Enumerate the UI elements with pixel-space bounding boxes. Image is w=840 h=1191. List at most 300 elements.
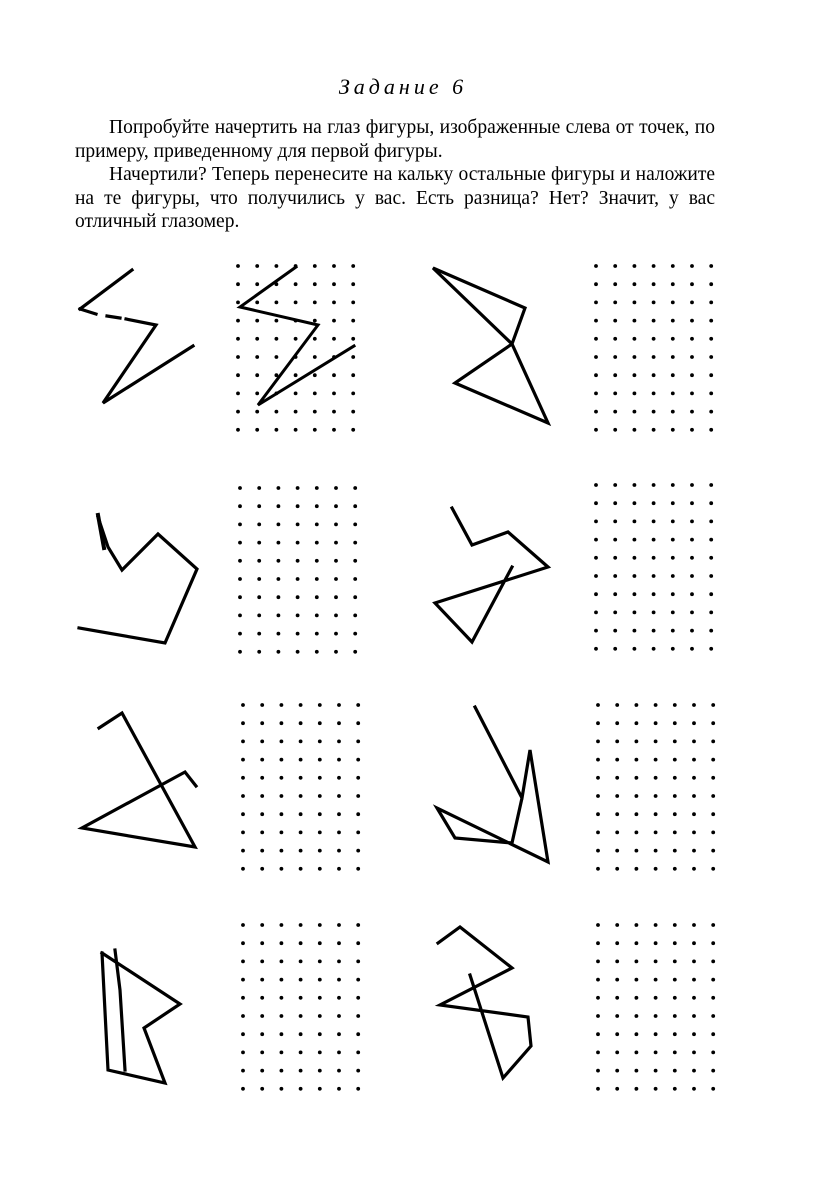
grid-dot bbox=[671, 301, 675, 305]
grid-dot bbox=[671, 574, 675, 578]
grid-dot bbox=[692, 831, 696, 835]
grid-dot bbox=[635, 812, 639, 816]
grid-dot bbox=[353, 614, 357, 618]
grid-dot bbox=[711, 758, 715, 762]
grid-dot bbox=[654, 831, 658, 835]
grid-dot bbox=[671, 647, 675, 651]
grid-dot bbox=[337, 1032, 341, 1036]
grid-dot bbox=[711, 1051, 715, 1055]
grid-dot bbox=[671, 337, 675, 341]
grid-dot bbox=[334, 486, 338, 490]
grid-dot bbox=[711, 996, 715, 1000]
grid-dot bbox=[711, 849, 715, 853]
grid-dot bbox=[673, 740, 677, 744]
grid-dot bbox=[692, 996, 696, 1000]
grid-dot bbox=[318, 703, 322, 707]
grid-dot bbox=[275, 428, 279, 432]
grid-dot bbox=[356, 1051, 360, 1055]
grid-dot bbox=[692, 941, 696, 945]
grid-dot bbox=[351, 373, 355, 377]
grid-dot bbox=[296, 504, 300, 508]
grid-dot bbox=[690, 319, 694, 323]
grid-dot bbox=[615, 1014, 619, 1018]
grid-dot bbox=[635, 721, 639, 725]
grid-dot bbox=[635, 996, 639, 1000]
grid-dot bbox=[635, 776, 639, 780]
grid-dot bbox=[351, 410, 355, 414]
grid-dot bbox=[671, 428, 675, 432]
grid-dot bbox=[318, 996, 322, 1000]
grid-dot bbox=[652, 410, 656, 414]
grid-dot bbox=[241, 831, 245, 835]
grid-dot bbox=[238, 486, 242, 490]
grid-dot bbox=[692, 1069, 696, 1073]
grid-dot bbox=[313, 319, 317, 323]
grid-dot bbox=[633, 501, 637, 505]
grid-dot bbox=[633, 647, 637, 651]
grid-dot bbox=[633, 410, 637, 414]
grid-dot bbox=[709, 301, 713, 305]
grid-dot bbox=[594, 392, 598, 396]
grid-dot bbox=[711, 923, 715, 927]
grid-dot bbox=[337, 776, 341, 780]
grid-dot bbox=[260, 960, 264, 964]
grid-dot bbox=[356, 867, 360, 871]
grid-dot bbox=[635, 923, 639, 927]
grid-dot bbox=[318, 776, 322, 780]
dot-grid bbox=[594, 264, 713, 432]
grid-dot bbox=[635, 758, 639, 762]
grid-dot bbox=[277, 541, 281, 545]
grid-dot bbox=[241, 923, 245, 927]
grid-dot bbox=[633, 483, 637, 487]
grid-dot bbox=[318, 1069, 322, 1073]
grid-dot bbox=[594, 319, 598, 323]
grid-dot bbox=[633, 337, 637, 341]
grid-dot bbox=[241, 721, 245, 725]
grid-dot bbox=[334, 595, 338, 599]
grid-dot bbox=[313, 428, 317, 432]
grid-dot bbox=[635, 867, 639, 871]
grid-dot bbox=[280, 978, 284, 982]
grid-dot bbox=[615, 978, 619, 982]
grid-dot bbox=[236, 337, 240, 341]
grid-dot bbox=[711, 703, 715, 707]
grid-dot bbox=[275, 373, 279, 377]
grid-dot bbox=[356, 849, 360, 853]
grid-dot bbox=[299, 831, 303, 835]
grid-dot bbox=[337, 849, 341, 853]
grid-dot bbox=[257, 486, 261, 490]
grid-dot bbox=[633, 629, 637, 633]
grid-dot bbox=[673, 812, 677, 816]
grid-dot bbox=[299, 978, 303, 982]
grid-dot bbox=[255, 410, 259, 414]
grid-dot bbox=[236, 428, 240, 432]
grid-dot bbox=[652, 264, 656, 268]
grid-dot bbox=[596, 923, 600, 927]
grid-dot bbox=[260, 996, 264, 1000]
grid-dot bbox=[652, 355, 656, 359]
grid-dot bbox=[654, 1087, 658, 1091]
grid-dot bbox=[255, 337, 259, 341]
grid-dot bbox=[280, 721, 284, 725]
grid-dot bbox=[690, 520, 694, 524]
grid-dot bbox=[332, 337, 336, 341]
grid-dot bbox=[334, 614, 338, 618]
example-figure-copy bbox=[240, 267, 354, 405]
grid-dot bbox=[337, 721, 341, 725]
grid-dot bbox=[692, 978, 696, 982]
grid-dot bbox=[596, 1032, 600, 1036]
grid-dot bbox=[296, 632, 300, 636]
grid-dot bbox=[652, 501, 656, 505]
grid-dot bbox=[654, 1014, 658, 1018]
grid-dot bbox=[275, 282, 279, 286]
grid-dot bbox=[299, 941, 303, 945]
grid-dot bbox=[332, 355, 336, 359]
grid-dot bbox=[711, 721, 715, 725]
grid-dot bbox=[275, 301, 279, 305]
grid-dot bbox=[711, 794, 715, 798]
grid-dot bbox=[671, 373, 675, 377]
dot-grid bbox=[238, 486, 357, 654]
grid-dot bbox=[596, 996, 600, 1000]
grid-dot bbox=[615, 703, 619, 707]
grid-dot bbox=[613, 611, 617, 615]
grid-dot bbox=[277, 577, 281, 581]
grid-dot bbox=[613, 301, 617, 305]
page-title: Задание 6 bbox=[338, 74, 468, 99]
grid-dot bbox=[673, 941, 677, 945]
grid-dot bbox=[260, 1032, 264, 1036]
grid-dot bbox=[241, 703, 245, 707]
grid-dot bbox=[633, 319, 637, 323]
grid-dot bbox=[635, 703, 639, 707]
grid-dot bbox=[257, 632, 261, 636]
grid-dot bbox=[353, 650, 357, 654]
grid-dot bbox=[318, 978, 322, 982]
grid-dot bbox=[296, 523, 300, 527]
grid-dot bbox=[615, 1032, 619, 1036]
grid-dot bbox=[280, 794, 284, 798]
grid-dot bbox=[615, 812, 619, 816]
grid-dot bbox=[690, 301, 694, 305]
grid-dot bbox=[711, 1069, 715, 1073]
grid-dot bbox=[692, 740, 696, 744]
grid-dot bbox=[613, 592, 617, 596]
grid-dot bbox=[673, 758, 677, 762]
grid-dot bbox=[318, 960, 322, 964]
grid-dot bbox=[241, 812, 245, 816]
grid-dot bbox=[294, 264, 298, 268]
grid-dot bbox=[353, 523, 357, 527]
grid-dot bbox=[275, 355, 279, 359]
grid-dot bbox=[673, 1014, 677, 1018]
grid-dot bbox=[318, 1087, 322, 1091]
grid-dot bbox=[296, 650, 300, 654]
grid-dot bbox=[294, 337, 298, 341]
grid-dot bbox=[337, 960, 341, 964]
grid-dot bbox=[615, 794, 619, 798]
grid-dot bbox=[635, 794, 639, 798]
grid-dot bbox=[671, 355, 675, 359]
grid-dot bbox=[356, 794, 360, 798]
grid-dot bbox=[596, 1069, 600, 1073]
grid-dot bbox=[356, 1014, 360, 1018]
grid-dot bbox=[337, 1014, 341, 1018]
grid-dot bbox=[594, 501, 598, 505]
grid-dot bbox=[692, 703, 696, 707]
grid-dot bbox=[255, 428, 259, 432]
figure-4 bbox=[435, 508, 548, 642]
grid-dot bbox=[692, 923, 696, 927]
grid-dot bbox=[709, 556, 713, 560]
grid-dot bbox=[613, 337, 617, 341]
grid-dot bbox=[709, 574, 713, 578]
grid-dot bbox=[351, 337, 355, 341]
grid-dot bbox=[709, 319, 713, 323]
grid-dot bbox=[673, 776, 677, 780]
grid-dot bbox=[654, 703, 658, 707]
grid-dot bbox=[633, 301, 637, 305]
grid-dot bbox=[596, 794, 600, 798]
figure-5 bbox=[82, 713, 196, 847]
grid-dot bbox=[594, 264, 598, 268]
grid-dot bbox=[596, 849, 600, 853]
grid-dot bbox=[238, 614, 242, 618]
figure-3 bbox=[79, 515, 197, 643]
grid-dot bbox=[318, 1051, 322, 1055]
grid-dot bbox=[615, 923, 619, 927]
grid-dot bbox=[633, 428, 637, 432]
grid-dot bbox=[594, 647, 598, 651]
grid-dot bbox=[709, 392, 713, 396]
grid-dot bbox=[709, 337, 713, 341]
grid-dot bbox=[337, 1051, 341, 1055]
grid-dot bbox=[260, 1051, 264, 1055]
grid-dot bbox=[260, 758, 264, 762]
grid-dot bbox=[654, 740, 658, 744]
grid-dot bbox=[332, 410, 336, 414]
grid-dot bbox=[709, 373, 713, 377]
grid-dot bbox=[652, 337, 656, 341]
grid-dot bbox=[260, 867, 264, 871]
grid-dot bbox=[277, 486, 281, 490]
grid-dot bbox=[690, 428, 694, 432]
grid-dot bbox=[241, 776, 245, 780]
grid-dot bbox=[277, 614, 281, 618]
grid-dot bbox=[594, 629, 598, 633]
grid-dot bbox=[353, 559, 357, 563]
grid-dot bbox=[690, 501, 694, 505]
grid-dot bbox=[260, 941, 264, 945]
grid-dot bbox=[280, 703, 284, 707]
grid-dot bbox=[673, 703, 677, 707]
grid-dot bbox=[238, 577, 242, 581]
grid-dot bbox=[275, 410, 279, 414]
grid-dot bbox=[709, 483, 713, 487]
grid-dot bbox=[652, 520, 656, 524]
dot-grid bbox=[236, 264, 355, 432]
grid-dot bbox=[260, 703, 264, 707]
instruction-paragraph-1: Попробуйте начертить на глаз фигуры, изображенные слева от точек, по примеру, приведенному для первой фигуры. bbox=[75, 117, 715, 162]
grid-dot bbox=[315, 632, 319, 636]
grid-dot bbox=[711, 1087, 715, 1091]
grid-dot bbox=[299, 758, 303, 762]
grid-dot bbox=[356, 1069, 360, 1073]
grid-dot bbox=[652, 428, 656, 432]
grid-dot bbox=[596, 721, 600, 725]
grid-dot bbox=[260, 812, 264, 816]
grid-dot bbox=[615, 758, 619, 762]
grid-dot bbox=[594, 301, 598, 305]
grid-dot bbox=[299, 923, 303, 927]
grid-dot bbox=[633, 592, 637, 596]
grid-dot bbox=[654, 996, 658, 1000]
grid-dot bbox=[671, 264, 675, 268]
grid-dot bbox=[613, 483, 617, 487]
grid-dot bbox=[594, 428, 598, 432]
grid-dot bbox=[594, 355, 598, 359]
grid-dot bbox=[299, 776, 303, 780]
grid-dot bbox=[334, 523, 338, 527]
grid-dot bbox=[337, 703, 341, 707]
grid-dot bbox=[613, 520, 617, 524]
grid-dot bbox=[692, 721, 696, 725]
grid-dot bbox=[315, 577, 319, 581]
grid-dot bbox=[337, 740, 341, 744]
figure-7 bbox=[102, 950, 180, 1083]
grid-dot bbox=[654, 978, 658, 982]
grid-dot bbox=[315, 504, 319, 508]
grid-dot bbox=[334, 559, 338, 563]
grid-dot bbox=[633, 574, 637, 578]
grid-dot bbox=[633, 538, 637, 542]
grid-dot bbox=[280, 996, 284, 1000]
grid-dot bbox=[236, 410, 240, 414]
grid-dot bbox=[280, 923, 284, 927]
grid-dot bbox=[709, 520, 713, 524]
grid-dot bbox=[260, 721, 264, 725]
grid-dot bbox=[241, 1032, 245, 1036]
grid-dot bbox=[351, 355, 355, 359]
grid-dot bbox=[709, 501, 713, 505]
grid-dot bbox=[238, 595, 242, 599]
grid-dot bbox=[337, 867, 341, 871]
grid-dot bbox=[596, 758, 600, 762]
grid-dot bbox=[671, 392, 675, 396]
grid-dot bbox=[673, 721, 677, 725]
grid-dot bbox=[275, 337, 279, 341]
grid-dot bbox=[613, 428, 617, 432]
grid-dot bbox=[238, 632, 242, 636]
grid-dot bbox=[255, 355, 259, 359]
grid-dot bbox=[615, 721, 619, 725]
grid-dot bbox=[671, 319, 675, 323]
grid-dot bbox=[313, 373, 317, 377]
grid-dot bbox=[334, 577, 338, 581]
grid-dot bbox=[633, 520, 637, 524]
grid-dot bbox=[635, 831, 639, 835]
grid-dot bbox=[294, 410, 298, 414]
grid-dot bbox=[318, 721, 322, 725]
grid-dot bbox=[299, 721, 303, 725]
grid-dot bbox=[257, 577, 261, 581]
grid-dot bbox=[709, 428, 713, 432]
grid-dot bbox=[296, 541, 300, 545]
figure-1 bbox=[80, 270, 193, 403]
grid-dot bbox=[654, 776, 658, 780]
grid-dot bbox=[690, 483, 694, 487]
grid-dot bbox=[255, 373, 259, 377]
grid-dot bbox=[257, 614, 261, 618]
grid-dot bbox=[613, 355, 617, 359]
dot-grids bbox=[236, 264, 715, 1091]
grid-dot bbox=[241, 740, 245, 744]
grid-dot bbox=[294, 373, 298, 377]
grid-dot bbox=[337, 996, 341, 1000]
grid-dot bbox=[255, 301, 259, 305]
grid-dot bbox=[671, 592, 675, 596]
grid-dot bbox=[313, 355, 317, 359]
grid-dot bbox=[654, 1051, 658, 1055]
grid-dot bbox=[257, 559, 261, 563]
grid-dot bbox=[277, 650, 281, 654]
grid-dot bbox=[337, 758, 341, 762]
grid-dot bbox=[596, 1051, 600, 1055]
grid-dot bbox=[633, 611, 637, 615]
grid-dot bbox=[260, 1069, 264, 1073]
grid-dot bbox=[596, 867, 600, 871]
grid-dot bbox=[635, 960, 639, 964]
grid-dot bbox=[313, 301, 317, 305]
grid-dot bbox=[241, 960, 245, 964]
grid-dot bbox=[260, 794, 264, 798]
grid-dot bbox=[673, 1069, 677, 1073]
grid-dot bbox=[692, 1087, 696, 1091]
dot-grid bbox=[241, 923, 360, 1091]
grid-dot bbox=[260, 776, 264, 780]
grid-dot bbox=[596, 1014, 600, 1018]
grid-dot bbox=[238, 523, 242, 527]
grid-dot bbox=[280, 740, 284, 744]
grid-dot bbox=[615, 960, 619, 964]
grid-dot bbox=[615, 1087, 619, 1091]
grid-dot bbox=[332, 282, 336, 286]
grid-dot bbox=[277, 523, 281, 527]
grid-dot bbox=[275, 319, 279, 323]
dot-grid bbox=[241, 703, 360, 871]
grid-dot bbox=[296, 595, 300, 599]
grid-dot bbox=[255, 282, 259, 286]
grid-dot bbox=[318, 1032, 322, 1036]
grid-dot bbox=[613, 647, 617, 651]
grid-dot bbox=[652, 373, 656, 377]
grid-dot bbox=[294, 282, 298, 286]
grid-dot bbox=[299, 703, 303, 707]
grid-dot bbox=[241, 996, 245, 1000]
grid-dot bbox=[299, 996, 303, 1000]
grid-dot bbox=[594, 282, 598, 286]
grid-dot bbox=[709, 264, 713, 268]
grid-dot bbox=[353, 595, 357, 599]
grid-dot bbox=[711, 812, 715, 816]
grid-dot bbox=[277, 632, 281, 636]
grid-dot bbox=[671, 629, 675, 633]
grid-dot bbox=[709, 538, 713, 542]
grid-dot bbox=[673, 960, 677, 964]
